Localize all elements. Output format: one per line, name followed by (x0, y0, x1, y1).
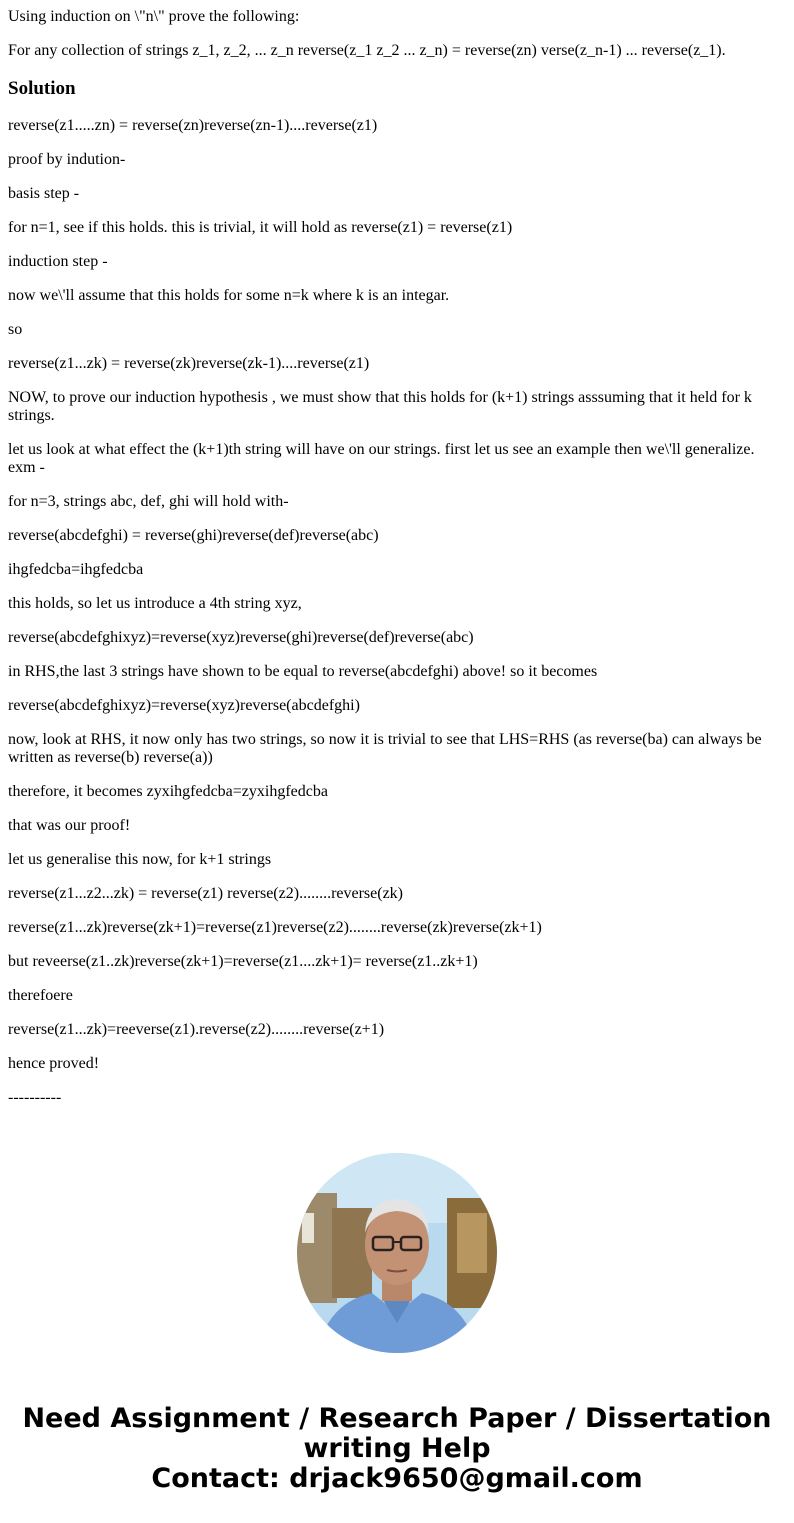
solution-line: ---------- (8, 1089, 62, 1106)
banner-contact: Contact: drjack9650@gmail.com (151, 1463, 643, 1494)
solution-line: reverse(z1.....zn) = reverse(zn)reverse(zn-1)....reverse(z1) (8, 117, 378, 134)
author-photo (297, 1153, 497, 1353)
solution-line: in RHS,the last 3 strings have shown to be equal to reverse(abcdefghi) above! so it becomes (8, 663, 598, 680)
solution-heading: Solution (8, 78, 76, 99)
solution-line: but reveerse(z1..zk)reverse(zk+1)=reverse(z1....zk+1)= reverse(z1..zk+1) (8, 953, 478, 970)
solution-line: let us generalise this now, for k+1 strings (8, 851, 272, 868)
solution-line: now, look at RHS, it now only has two strings, so now it is trivial to see that LHS=RHS (as reverse(ba) can always be written as reverse(b) reverse(a)) (8, 731, 762, 766)
banner-line-1: Need Assignment / Research Paper / Dissertation (22, 1403, 772, 1434)
question-statement: For any collection of strings z_1, z_2, ... z_n reverse(z_1 z_2 ... z_n) = reverse(zn) verse(z_n-1) ... reverse(z_1). (8, 42, 726, 59)
solution-line: now we\'ll assume that this holds for some n=k where k is an integar. (8, 287, 450, 304)
solution-line: NOW, to prove our induction hypothesis , we must show that this holds for (k+1) strings asssuming that it held for k strings. (8, 389, 752, 424)
document-body (8, 8, 778, 1123)
solution-line: for n=3, strings abc, def, ghi will hold with- (8, 493, 289, 510)
promo-banner (0, 1404, 794, 1494)
solution-line: reverse(z1...zk)=reeverse(z1).reverse(z2)........reverse(z+1) (8, 1021, 385, 1038)
solution-line: reverse(abcdefghixyz)=reverse(xyz)reverse(abcdefghi) (8, 697, 360, 714)
banner-line-2: writing Help (303, 1433, 491, 1464)
solution-line: for n=1, see if this holds. this is trivial, it will hold as reverse(z1) = reverse(z1) (8, 219, 513, 236)
solution-line: let us look at what effect the (k+1)th string will have on our strings. first let us see an example then we\'ll generalize. exm - (8, 441, 755, 476)
solution-line: induction step - (8, 253, 108, 270)
solution-line: reverse(abcdefghi) = reverse(ghi)reverse(def)reverse(abc) (8, 527, 379, 544)
solution-line: reverse(z1...z2...zk) = reverse(z1) reverse(z2)........reverse(zk) (8, 885, 404, 902)
solution-line: basis step - (8, 185, 80, 202)
author-photo-image (297, 1153, 497, 1353)
solution-line: therefore, it becomes zyxihgfedcba=zyxihgfedcba (8, 783, 328, 800)
solution-line: ihgfedcba=ihgfedcba (8, 561, 144, 578)
question-intro: Using induction on \"n\" prove the following: (8, 8, 300, 25)
solution-line: so (8, 321, 23, 338)
solution-line: proof by indution- (8, 151, 126, 168)
solution-line: that was our proof! (8, 817, 131, 834)
solution-line: reverse(abcdefghixyz)=reverse(xyz)reverse(ghi)reverse(def)reverse(abc) (8, 629, 474, 646)
solution-line: reverse(z1...zk)reverse(zk+1)=reverse(z1)reverse(z2)........reverse(zk)reverse(zk+1) (8, 919, 542, 936)
solution-line: reverse(z1...zk) = reverse(zk)reverse(zk-1)....reverse(z1) (8, 355, 370, 372)
solution-line: hence proved! (8, 1055, 100, 1072)
solution-line: this holds, so let us introduce a 4th string xyz, (8, 595, 302, 612)
solution-body (8, 117, 778, 1107)
solution-line: therefoere (8, 987, 73, 1004)
